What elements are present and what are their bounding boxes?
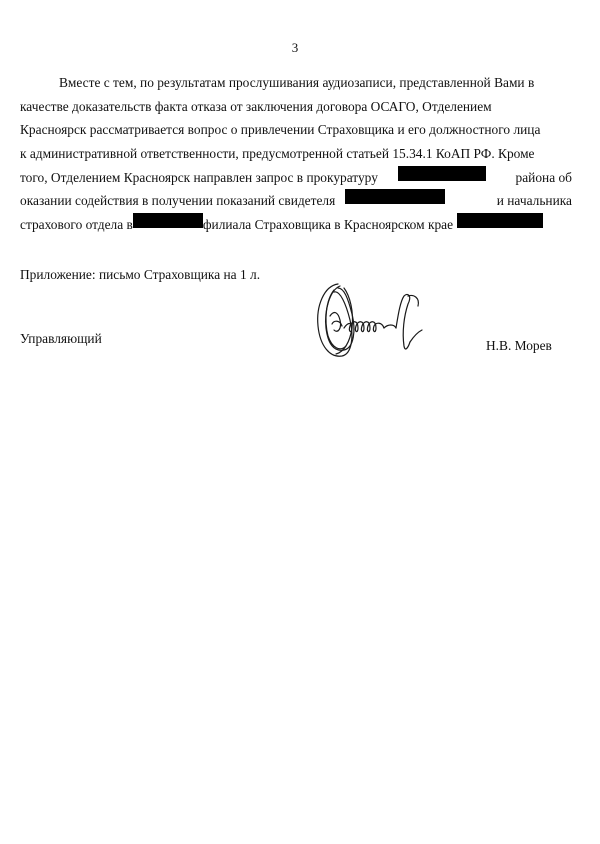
signer-position: Управляющий: [20, 331, 102, 346]
body-line-6: [20, 189, 572, 213]
body-text-line: страхового отдела в: [20, 217, 133, 233]
redaction-box: [345, 189, 445, 204]
redaction-box: [457, 213, 543, 228]
body-text-line: качестве доказательств факта отказа от заключения договора ОСАГО, Отделением: [20, 98, 492, 114]
body-text-line: и начальника: [496, 193, 572, 209]
body-line-3: [20, 118, 572, 142]
body-line-1: [20, 71, 572, 95]
page-number: 3: [291, 40, 299, 55]
redaction-box: [133, 213, 203, 228]
body-text-line: Вместе с тем, по результатам прослушивания аудиозаписи, представленной Вами в: [59, 75, 535, 90]
signer-name: Н.В. Морев: [486, 338, 552, 353]
body-line-2: [20, 95, 572, 119]
body-line-5: [20, 166, 572, 190]
body-line-4: [20, 142, 572, 166]
body-text-line: филиала Страховщика в Красноярском крае: [202, 217, 454, 233]
appendix-note: Приложение: письмо Страховщика на 1 л.: [20, 267, 261, 282]
body-text-line: того, Отделением Красноярск направлен запрос в прокуратуру: [20, 169, 378, 185]
handwritten-signature: [304, 276, 434, 368]
body-text-line: к административной ответственности, предусмотренной статьей 15.34.1 КоАП РФ. Кроме: [20, 146, 535, 162]
body-text-line: Красноярск рассматривается вопрос о привлечении Страховщика и его должностного лица: [20, 122, 541, 138]
letter-body: [20, 71, 572, 237]
redaction-box: [398, 166, 486, 181]
body-text-line: оказании содействия в получении показаний свидетеля: [20, 193, 336, 209]
body-text-line: района об: [515, 169, 572, 185]
body-line-7: [20, 213, 572, 237]
